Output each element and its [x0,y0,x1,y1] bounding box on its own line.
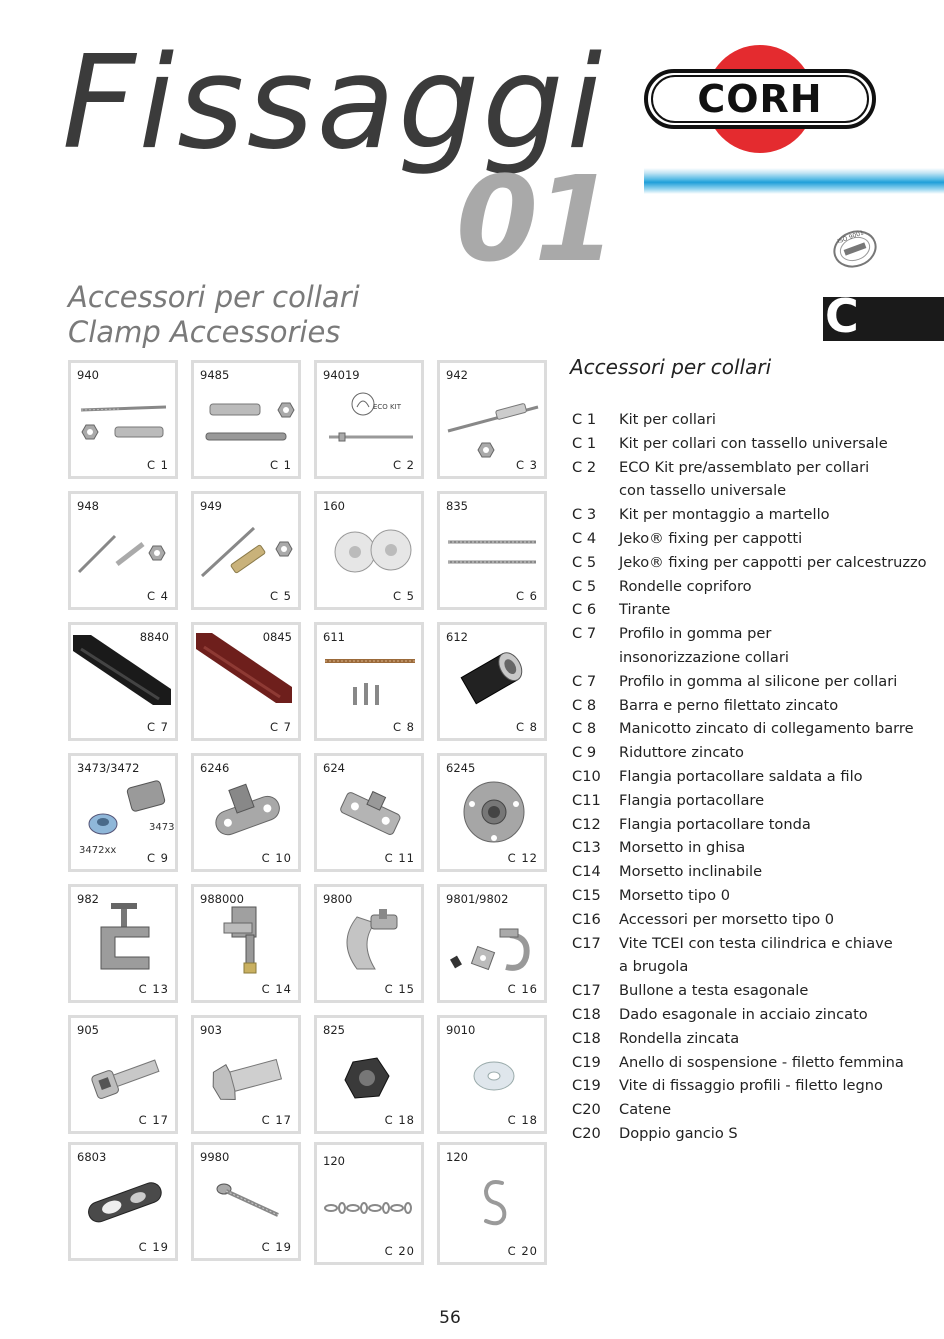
page-ref: C 12 [507,851,538,865]
product-code: 949 [200,499,222,513]
product-card [437,884,547,1003]
product-code: 9800 [323,892,353,906]
list-item [572,741,912,765]
page-ref: C 3 [515,458,538,472]
page-number: 56 [439,1308,461,1328]
list-item [572,860,912,884]
product-card [191,753,301,872]
product-code: 9980 [200,1150,230,1164]
product-code: 120 [446,1150,468,1164]
list-item-label: Profilo in gomma per [619,625,772,643]
list-item [572,932,912,956]
list-item-label: Barra e perno filettato zincato [619,696,839,714]
product-card [191,491,301,610]
product-code: 3473/3472 [77,761,140,775]
list-item-label: Kit per collari [619,411,716,428]
product-code: 940 [77,368,99,382]
list-item-ref: C 1 [572,411,597,428]
product-card [437,360,547,479]
iso-certification-badge [830,226,880,272]
product-code: 9485 [200,368,230,382]
list-item [572,765,912,789]
product-card [191,1015,301,1134]
page-ref: C 11 [384,851,415,865]
page-ref: C 4 [146,589,169,603]
list-item [572,884,912,908]
page-title: Fissaggi [62,29,606,178]
product-code: 903 [200,1023,222,1037]
page-ref: C 20 [507,1244,538,1258]
list-item [572,717,912,741]
list-item-ref: C20 [572,1101,601,1119]
list-item-ref: C11 [572,791,601,809]
product-card [68,622,178,741]
list-item-label: Vite di fissaggio profili - filetto legno [619,1077,883,1095]
page-ref: C 7 [146,720,169,734]
product-card [191,622,301,741]
list-item-label: Profilo in gomma al silicone per collari [619,672,898,690]
list-item-label: Accessori per morsetto tipo 0 [619,910,835,928]
page-ref: C 20 [384,1244,415,1258]
product-code: 835 [446,499,468,513]
list-item-label: Rondelle copriforo [619,577,752,595]
list-item [572,955,912,979]
list-item-ref: C 7 [572,672,597,690]
list-item-label: Jeko® fixing per cappotti per calcestruzzo [619,553,927,571]
product-code: 905 [77,1023,99,1037]
list-item-label: Doppio gancio S [619,1124,738,1142]
page-ref: C 14 [261,982,292,996]
list-item-ref: C15 [572,886,601,904]
page-ref: C 10 [261,851,292,865]
list-item [572,598,912,622]
list-item-ref: C10 [572,767,601,785]
product-code: 94019 [323,368,360,382]
list-item [572,789,912,813]
list-item [572,979,912,1003]
list-item-ref: C 2 [572,458,597,476]
list-item [572,1051,912,1075]
page-ref: C 19 [138,1240,169,1254]
list-item [572,551,927,575]
subtitle-english: Clamp Accessories [68,315,341,349]
list-item-label: Rondella zincata [619,1029,740,1047]
page-ref: C 9 [146,851,169,865]
page-ref: C 5 [269,589,292,603]
list-item-label: Morsetto in ghisa [619,839,746,857]
product-code: 120 [323,1154,345,1168]
list-item [572,432,912,456]
page-ref: C 13 [138,982,169,996]
product-card [314,1142,424,1265]
product-code: 9801/9802 [446,892,509,906]
list-item-label: Riduttore zincato [619,744,744,762]
product-code: 825 [323,1023,345,1037]
product-code: 160 [323,499,345,513]
list-item [572,1027,912,1051]
product-card [68,1015,178,1134]
page-ref: C 18 [507,1113,538,1127]
list-item-label: insonorizzazione collari [619,648,789,666]
list-item-ref: C19 [572,1053,601,1071]
list-item-label: Vite TCEI con testa cilindrica e chiave [619,934,893,952]
list-item-label: Kit per montaggio a martello [619,506,830,524]
list-item-ref: C 6 [572,601,597,619]
list-item [572,503,912,527]
page-ref: C 5 [392,589,415,603]
product-code: 942 [446,368,468,382]
page-ref: C 6 [515,589,538,603]
page-ref: C 1 [269,458,292,472]
page-ref: C 15 [384,982,415,996]
product-code: 612 [446,630,468,644]
list-item [572,456,912,480]
list-item-label: Tirante [619,601,671,619]
product-code: 8840 [139,630,169,644]
product-code: 6245 [446,761,476,775]
product-card [191,360,301,479]
list-item-ref: C 3 [572,506,597,524]
list-item-ref: C 9 [572,744,597,762]
product-code: 624 [323,761,345,775]
subtitle [68,280,360,350]
product-card [191,884,301,1003]
list-item-ref: C17 [572,982,601,1000]
page-ref: C 17 [261,1113,292,1127]
chapter-number: 01 [456,150,613,288]
sub-code: 3473 [149,822,175,833]
list-item-label: ECO Kit pre/assemblato per collari [619,458,870,476]
product-card [437,491,547,610]
page-ref: C 2 [392,458,415,472]
svg-text:ECO KIT: ECO KIT [373,403,401,411]
svg-text:ISO 9001: ISO 9001 [836,229,865,246]
list-title: Accessori per collari [570,355,772,379]
list-item-label: Anello di sospensione - filetto femmina [619,1053,904,1071]
list-item-label: Dado esagonale in acciaio zincato [619,1005,868,1023]
list-item-ref: C 8 [572,720,597,738]
list-item [572,575,912,599]
list-item-ref: C 1 [572,434,597,452]
product-code: 6246 [200,761,230,775]
list-item [572,1122,912,1146]
page-ref: C 18 [384,1113,415,1127]
list-item-label: Morsetto tipo 0 [619,886,731,904]
list-item [572,813,912,837]
list-item-ref: C19 [572,1077,601,1095]
list-item-label: Jeko® fixing per cappotti [619,529,803,547]
list-item-label: Morsetto inclinabile [619,863,763,881]
corh-logo [644,44,876,154]
product-card [314,491,424,610]
page-ref: C 1 [146,458,169,472]
list-item-ref: C14 [572,863,601,881]
list-item [572,479,912,503]
product-card [68,884,178,1003]
list-item-ref: C12 [572,815,601,833]
product-card [314,622,424,741]
accent-bar [644,168,944,194]
list-item-label: a brugola [619,958,689,976]
list-item-label: Kit per collari con tassello universale [619,434,888,452]
list-item-ref: C 8 [572,696,597,714]
list-item [572,408,912,432]
list-item-ref: C16 [572,910,601,928]
product-card [314,360,424,479]
list-item-ref: C 4 [572,529,597,547]
product-code: 611 [323,630,345,644]
section-letter: C [825,289,859,343]
product-code: 988000 [200,892,244,906]
product-card [314,884,424,1003]
page-ref: C 7 [269,720,292,734]
list-item-ref: C 5 [572,577,597,595]
list-item-ref: C17 [572,934,601,952]
brand-name: CORH [697,77,823,121]
product-code: 0845 [262,630,292,644]
list-item [572,836,912,860]
list-item-label: con tassello universale [619,482,787,500]
list-item [572,1098,912,1122]
product-card [68,753,178,872]
list-item-ref: C13 [572,839,601,857]
list-item-ref: C 5 [572,553,597,571]
list-item [572,622,912,646]
list-item-ref: C 7 [572,625,597,643]
product-card [68,491,178,610]
product-code: 9010 [446,1023,476,1037]
list-item-label: Manicotto zincato di collegamento barre [619,720,914,738]
page-ref: C 16 [507,982,538,996]
accessory-list [572,408,927,1146]
product-card [437,1015,547,1134]
page-ref: C 8 [515,720,538,734]
page-ref: C 17 [138,1113,169,1127]
list-item-ref: C20 [572,1124,601,1142]
product-card [68,1142,178,1261]
product-card [191,1142,301,1261]
list-item-label: Flangia portacollare tonda [619,815,811,833]
product-code: 982 [77,892,99,906]
list-item [572,694,912,718]
list-item [572,527,912,551]
product-card [437,1142,547,1265]
product-code: 948 [77,499,99,513]
list-item-ref: C18 [572,1005,601,1023]
list-item [572,908,912,932]
product-card [314,1015,424,1134]
list-item [572,1003,912,1027]
list-item-label: Catene [619,1101,672,1119]
list-item [572,646,912,670]
subtitle-italian: Accessori per collari [68,280,360,314]
page-ref: C 19 [261,1240,292,1254]
list-item-label: Bullone a testa esagonale [619,982,809,1000]
list-item-label: Flangia portacollare saldata a filo [619,767,863,785]
product-card [437,622,547,741]
section-tab [823,289,944,343]
product-code: 6803 [77,1150,107,1164]
list-item-ref: C18 [572,1029,601,1047]
product-card [68,360,178,479]
sub-code: 3472xx [79,845,117,856]
list-item [572,1074,912,1098]
product-card [314,753,424,872]
list-item-label: Flangia portacollare [619,791,765,809]
page-ref: C 8 [392,720,415,734]
product-card [437,753,547,872]
list-item [572,670,912,694]
